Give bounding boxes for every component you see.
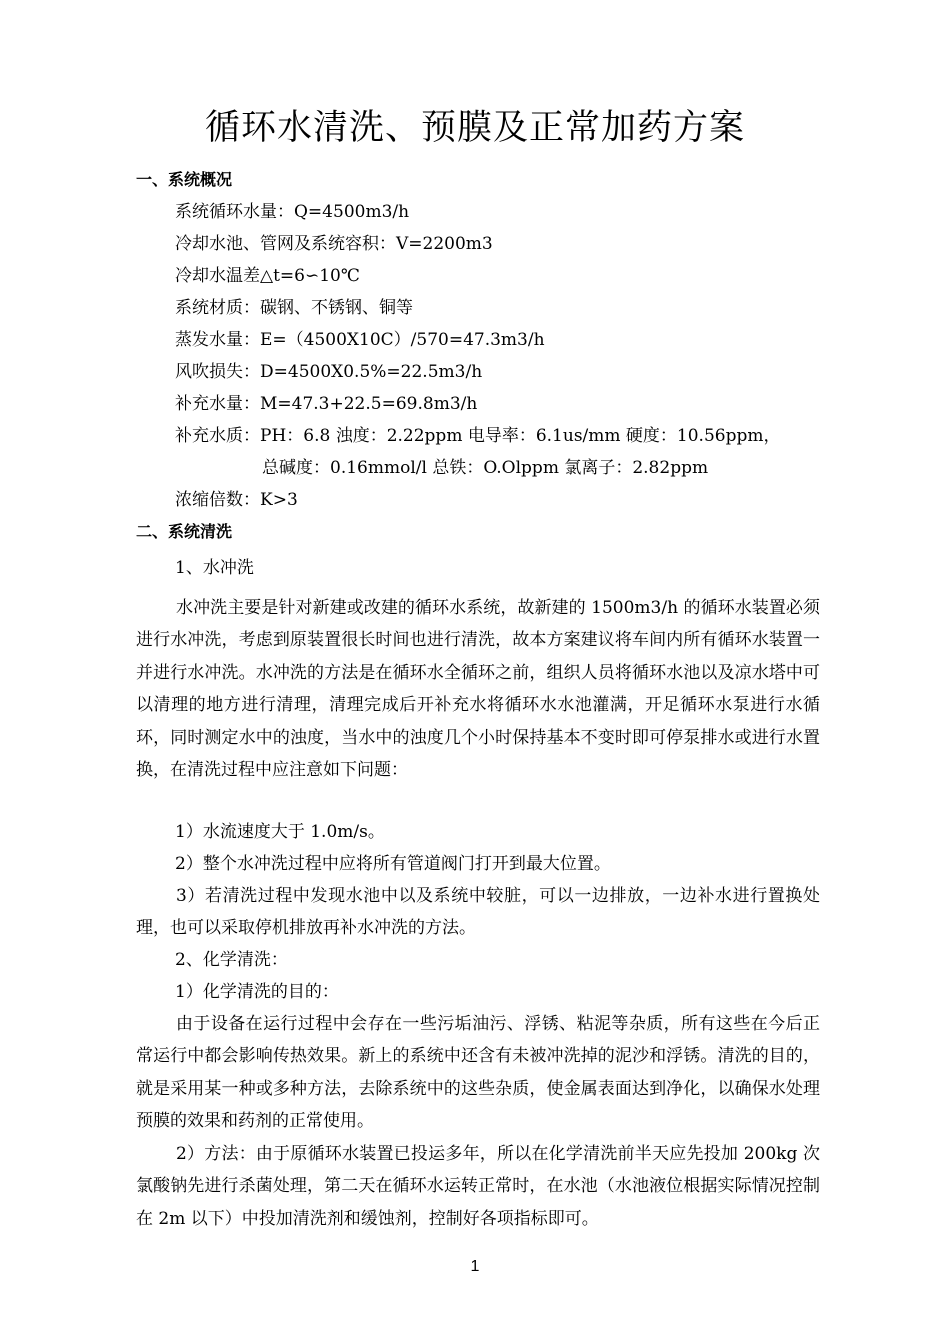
subheading-water-flush: 1、水冲洗 <box>175 558 254 578</box>
section-heading-overview: 一、系统概况 <box>136 170 233 189</box>
overview-line: 系统循环水量：Q=4500m3/h <box>175 202 410 222</box>
paragraph-water-flush: 水冲洗主要是针对新建或改建的循环水系统，故新建的 1500m3/h 的循环水装置必须进行水冲洗，考虑到原装置很长时间也进行清洗，故本方案建议将车间内所有循环水装置一并进行水冲洗。水冲洗的方法是在循环水全循环之前，组织人员将循环水池以及凉水塔中可以清理的地方进行清理，清理完成后开补充水将循环水水池灌满，开足循环水泵进行水循环，同时测定水中的浊度，当水中的浊度几个小时保持基本不变时即可停泵排水或进行水置换，在清洗过程中应注意如下问题： <box>136 598 820 781</box>
overview-line: 总碱度：0.16mmol/l 总铁：O.Olppm 氯离子：2.82ppm <box>262 458 709 478</box>
list-item: 1）水流速度大于 1.0m/s。 <box>175 822 385 842</box>
paragraph-method: 2）方法：由于原循环水装置已投运多年，所以在化学清洗前半天应先投加 200kg 次氯酸钠先进行杀菌处理，第二天在循环水运转正常时，在水池（水池液位根据实际情况控制在 2m 以下）中投加清洗剂和缓蚀剂，控制好各项指标即可。 <box>136 1144 820 1229</box>
section-heading-cleaning: 二、系统清洗 <box>136 522 233 541</box>
overview-line: 蒸发水量：E=（4500Ⅹ10C）/570=47.3m3/h <box>175 330 545 350</box>
paragraph-purpose: 由于设备在运行过程中会存在一些污垢油污、浮锈、粘泥等杂质，所有这些在今后正常运行中都会影响传热效果。新上的系统中还含有未被冲洗掉的泥沙和浮锈。清洗的目的，就是采用某一种或多种方法，去除系统中的这些杂质，使金属表面达到净化，以确保水处理预膜的效果和药剂的正常使用。 <box>136 1014 820 1132</box>
list-item: 3）若清洗过程中发现水池中以及系统中较脏，可以一边排放，一边补水进行置换处理，也可以采取停机排放再补水冲洗的方法。 <box>136 886 820 939</box>
overview-line: 冷却水温差△t=6∽10℃ <box>175 266 360 286</box>
overview-line: 风吹损失：D=4500Ⅹ0.5%=22.5m3/h <box>175 362 483 382</box>
overview-line: 补充水质：PH：6.8 浊度：2.22ppm 电导率：6.1us/mm 硬度：10.56ppm， <box>175 426 781 446</box>
list-item: 2）整个水冲洗过程中应将所有管道阀门打开到最大位置。 <box>175 854 611 874</box>
overview-line: 浓缩倍数：K>3 <box>175 490 298 510</box>
document-title: 循环水清洗、预膜及正常加药方案 <box>204 108 745 148</box>
overview-line: 补充水量：M=47.3+22.5=69.8m3/h <box>175 394 478 414</box>
page-number: 1 <box>470 1258 480 1275</box>
subheading-chemical-cleaning: 2、化学清洗： <box>175 950 288 970</box>
overview-line: 系统材质：碳钢、不锈钢、铜等 <box>175 298 413 318</box>
overview-line: 冷却水池、管网及系统容积：V=2200m3 <box>175 234 493 254</box>
subheading-purpose: 1）化学清洗的目的： <box>175 982 339 1002</box>
